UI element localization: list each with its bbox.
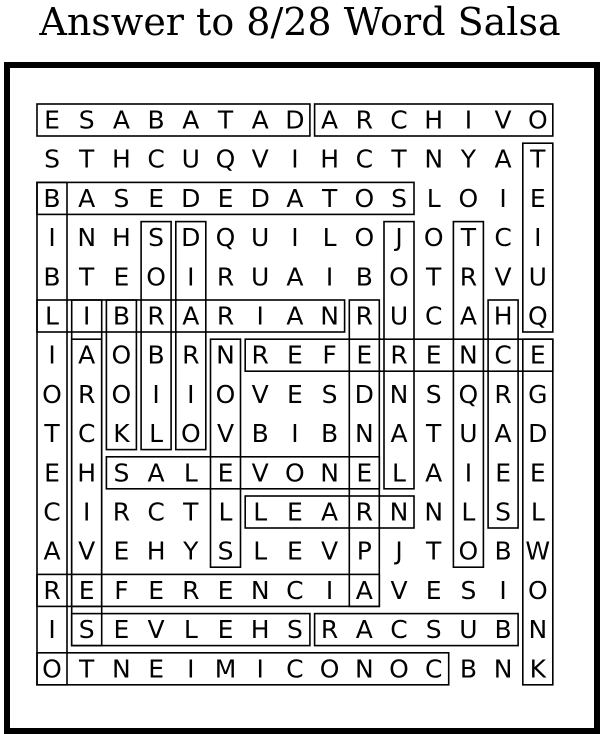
grid-letter: L [253,536,268,566]
grid-letter: Q [527,301,548,331]
grid-letter: S [425,379,442,409]
grid-letter: B [321,419,339,449]
grid-letter: N [354,654,374,684]
grid-letter: N [528,615,548,645]
grid-letter: I [325,262,334,292]
grid-letter: C [390,615,408,645]
grid-letter: I [464,458,473,488]
grid-letter: E [113,536,130,566]
grid-letter: V [251,379,269,409]
grid-letter: O [180,419,201,449]
grid-letter: T [321,183,338,213]
grid-letter: T [79,144,95,174]
grid-letter: B [147,340,165,370]
grid-letter: S [78,105,95,135]
grid-letter: K [113,419,130,449]
grid-letter: E [113,615,130,645]
grid-letter: L [322,223,337,253]
grid-letter: N [389,379,409,409]
grid-letter: E [217,615,234,645]
grid-letter: T [183,497,199,527]
grid-letter: H [424,105,444,135]
grid-letter: O [423,223,444,253]
grid-letter: O [146,262,166,292]
grid-letter: E [78,575,95,605]
grid-letter: U [459,615,478,645]
grid-letter: O [354,183,375,213]
grid-letter: L [149,419,164,449]
grid-letter: T [426,262,442,292]
grid-letter: E [44,458,60,488]
grid-letter: U [389,301,409,331]
grid-letter: C [77,419,96,449]
grid-letter: R [112,497,131,527]
grid-letter: B [355,262,373,292]
grid-letter: R [320,615,339,645]
grid-letter: R [390,340,408,370]
grid-letter: V [78,536,96,566]
grid-letter: A [43,536,61,566]
grid-letter: I [83,301,91,331]
grid-letter: I [291,419,299,449]
grid-letter: N [493,654,513,684]
grid-letter: T [530,144,546,174]
grid-letter: L [392,458,406,488]
grid-letter: I [152,379,160,409]
grid-letter: N [389,497,409,527]
grid-letter: E [529,183,546,213]
grid-letter: V [390,575,408,605]
grid-letter: I [187,379,195,409]
grid-letter: I [256,654,264,684]
grid-letter: F [322,340,337,370]
grid-letter: S [113,183,130,213]
grid-letter: U [181,144,200,174]
grid-letter: I [256,301,264,331]
grid-letter: B [459,654,477,684]
grid-letter: L [426,183,441,213]
grid-letter: R [251,340,269,370]
grid-letter: E [148,654,164,684]
grid-letter: T [460,223,477,253]
grid-letter: C [286,654,304,684]
grid-letter: E [287,497,303,527]
grid-letter: O [285,458,305,488]
grid-letter: E [529,340,546,370]
grid-letter: T [79,262,95,292]
grid-letter: I [187,654,195,684]
grid-letter: A [286,301,304,331]
grid-letter: B [147,105,165,135]
grid-letter: H [111,144,131,174]
grid-letter: T [426,419,442,449]
grid-letter: R [459,262,478,292]
grid-letter: R [355,105,373,135]
grid-letter: E [495,458,511,488]
grid-letter: E [425,575,442,605]
grid-letter: S [460,575,477,605]
grid-letter: N [354,419,374,449]
grid-letter: A [355,615,373,645]
grid-letter: K [529,654,547,684]
grid-letter: L [253,497,268,527]
grid-letter: I [325,575,334,605]
grid-letter: B [112,301,130,331]
grid-letter: R [355,301,373,331]
grid-letter: S [44,144,60,174]
grid-letter: E [44,105,60,135]
grid-letter: I [291,144,299,174]
grid-letter: T [426,536,442,566]
grid-letter: O [389,654,409,684]
grid-letter: A [425,458,443,488]
found-word-box [176,222,206,450]
grid-letter: S [113,458,130,488]
found-word-box [141,222,171,450]
grid-letter: H [320,144,340,174]
grid-letter: C [43,497,61,527]
grid-letter: U [251,262,270,292]
grid-letter: E [148,575,164,605]
grid-letter: V [251,144,269,174]
grid-letter: V [251,458,269,488]
grid-letter: R [182,340,200,370]
grid-letter: I [48,340,56,370]
grid-letter: A [355,575,373,605]
grid-letter: C [494,340,512,370]
grid-letter: Q [458,379,479,409]
grid-letter: A [494,419,512,449]
grid-letter: U [528,262,547,292]
grid-letter: O [42,654,62,684]
grid-letter: E [217,575,234,605]
puzzle-title: Answer to 8/28 Word Salsa [39,0,561,44]
grid-letter: A [78,340,96,370]
grid-letter: L [461,497,476,527]
grid-letter: N [250,575,270,605]
grid-letter: P [356,536,372,566]
grid-letter: E [529,458,546,488]
grid-letter: I [464,105,473,135]
grid-letter: I [83,497,91,527]
grid-letter: A [112,105,130,135]
grid-letter: A [286,183,304,213]
grid-letter: O [319,654,340,684]
grid-letter: I [48,223,56,253]
grid-letter: Q [215,144,236,174]
grid-letter: A [321,105,339,135]
grid-letter: O [389,262,409,292]
grid-letter: N [424,497,444,527]
grid-letter: H [493,301,513,331]
grid-letter: T [79,654,95,684]
grid-letter: C [147,497,165,527]
found-word-box [315,614,518,646]
grid-letter: Q [215,223,236,253]
grid-letter: L [183,458,198,488]
grid-letter: E [148,183,164,213]
grid-letter: N [320,301,339,331]
grid-letter: Y [183,536,199,566]
grid-letter: D [528,419,548,449]
grid-letter: V [321,536,339,566]
grid-letter: O [458,183,479,213]
grid-letter: H [146,536,166,566]
grid-letter: S [391,183,407,213]
grid-letter: B [43,183,61,213]
found-word-box [488,300,518,528]
grid-letter: B [251,419,269,449]
grid-letter: D [181,183,201,213]
grid-letter: R [216,262,235,292]
grid-letter: L [183,615,198,645]
grid-letter: S [495,497,512,527]
grid-letter: I [499,575,507,605]
grid-letter: O [42,379,62,409]
grid-letter: I [499,183,507,213]
grid-letter: A [321,497,339,527]
grid-letter: F [114,575,129,605]
grid-letter: N [216,340,235,370]
grid-letter: H [250,615,270,645]
grid-letter: S [286,615,303,645]
grid-letter: I [48,615,56,645]
grid-letter: E [287,340,303,370]
grid-letter: N [77,223,97,253]
grid-letter: U [251,223,270,253]
grid-letter: E [356,340,373,370]
grid-letter: A [390,419,408,449]
grid-letter: S [78,615,95,645]
grid-letter: I [187,262,195,292]
grid-letter: C [424,301,443,331]
grid-letter: E [113,262,130,292]
grid-letter: S [217,536,234,566]
grid-letter: Y [460,144,477,174]
grid-letter: N [459,340,478,370]
grid-letter: D [250,183,270,213]
found-word-box [211,339,241,567]
grid-letter: T [391,144,407,174]
grid-letter: C [355,144,374,174]
grid-letter: S [321,379,338,409]
grid-letter: N [112,654,131,684]
grid-letter: H [111,223,131,253]
grid-letter: C [147,144,165,174]
grid-letter: E [287,536,303,566]
grid-letter: V [216,419,235,449]
grid-letter: A [494,144,512,174]
found-word-box [37,653,449,685]
grid-letter: E [425,340,442,370]
grid-letter: O [215,379,236,409]
grid-letter: L [218,497,233,527]
grid-letter: G [528,379,548,409]
grid-letter: A [182,105,200,135]
grid-letter: R [147,301,165,331]
grid-letter: O [458,536,479,566]
grid-letter: B [494,536,512,566]
grid-letter: J [395,223,403,253]
grid-letter: J [395,536,403,566]
grid-letter: S [425,615,442,645]
grid-letter: N [320,458,339,488]
grid-letter: N [424,144,444,174]
grid-letter: T [217,105,234,135]
grid-letter: C [286,575,304,605]
grid-letter: D [181,223,201,253]
grid-letter: T [44,419,60,449]
grid-letter: B [494,615,512,645]
grid-letter: B [43,262,61,292]
grid-letter: R [216,301,235,331]
grid-letter: E [217,458,234,488]
grid-letter: C [390,105,408,135]
grid-letter: A [147,458,165,488]
grid-letter: L [45,301,59,331]
grid-letter: O [527,105,548,135]
grid-letter: D [354,379,374,409]
grid-letter: O [527,575,548,605]
grid-letter: A [286,262,304,292]
grid-letter: R [43,575,61,605]
grid-letter: R [78,379,96,409]
grid-letter: R [182,575,200,605]
grid-letter: S [148,223,165,253]
grid-letter: D [285,105,305,135]
grid-letter: R [494,379,512,409]
grid-letter: R [355,497,373,527]
grid-letter: A [459,301,477,331]
grid-letter: E [287,379,303,409]
grid-letter: A [251,105,269,135]
grid-letter: V [494,262,512,292]
grid-letter: O [354,223,375,253]
grid-letter: L [530,497,545,527]
grid-letter: I [534,223,542,253]
grid-letter: I [291,223,299,253]
grid-letter: A [78,183,96,213]
grid-letter: U [459,419,478,449]
grid-letter: V [494,105,512,135]
grid-letter: W [525,536,551,566]
grid-letter: O [111,379,132,409]
grid-letter: H [77,458,97,488]
grid-letter: C [494,223,512,253]
grid-letter: M [214,654,237,684]
grid-letter: E [356,458,373,488]
grid-letter: V [147,615,165,645]
grid-letter: C [424,654,443,684]
grid-letter: A [182,301,200,331]
grid-letter: E [217,183,234,213]
grid-letter: O [111,340,132,370]
